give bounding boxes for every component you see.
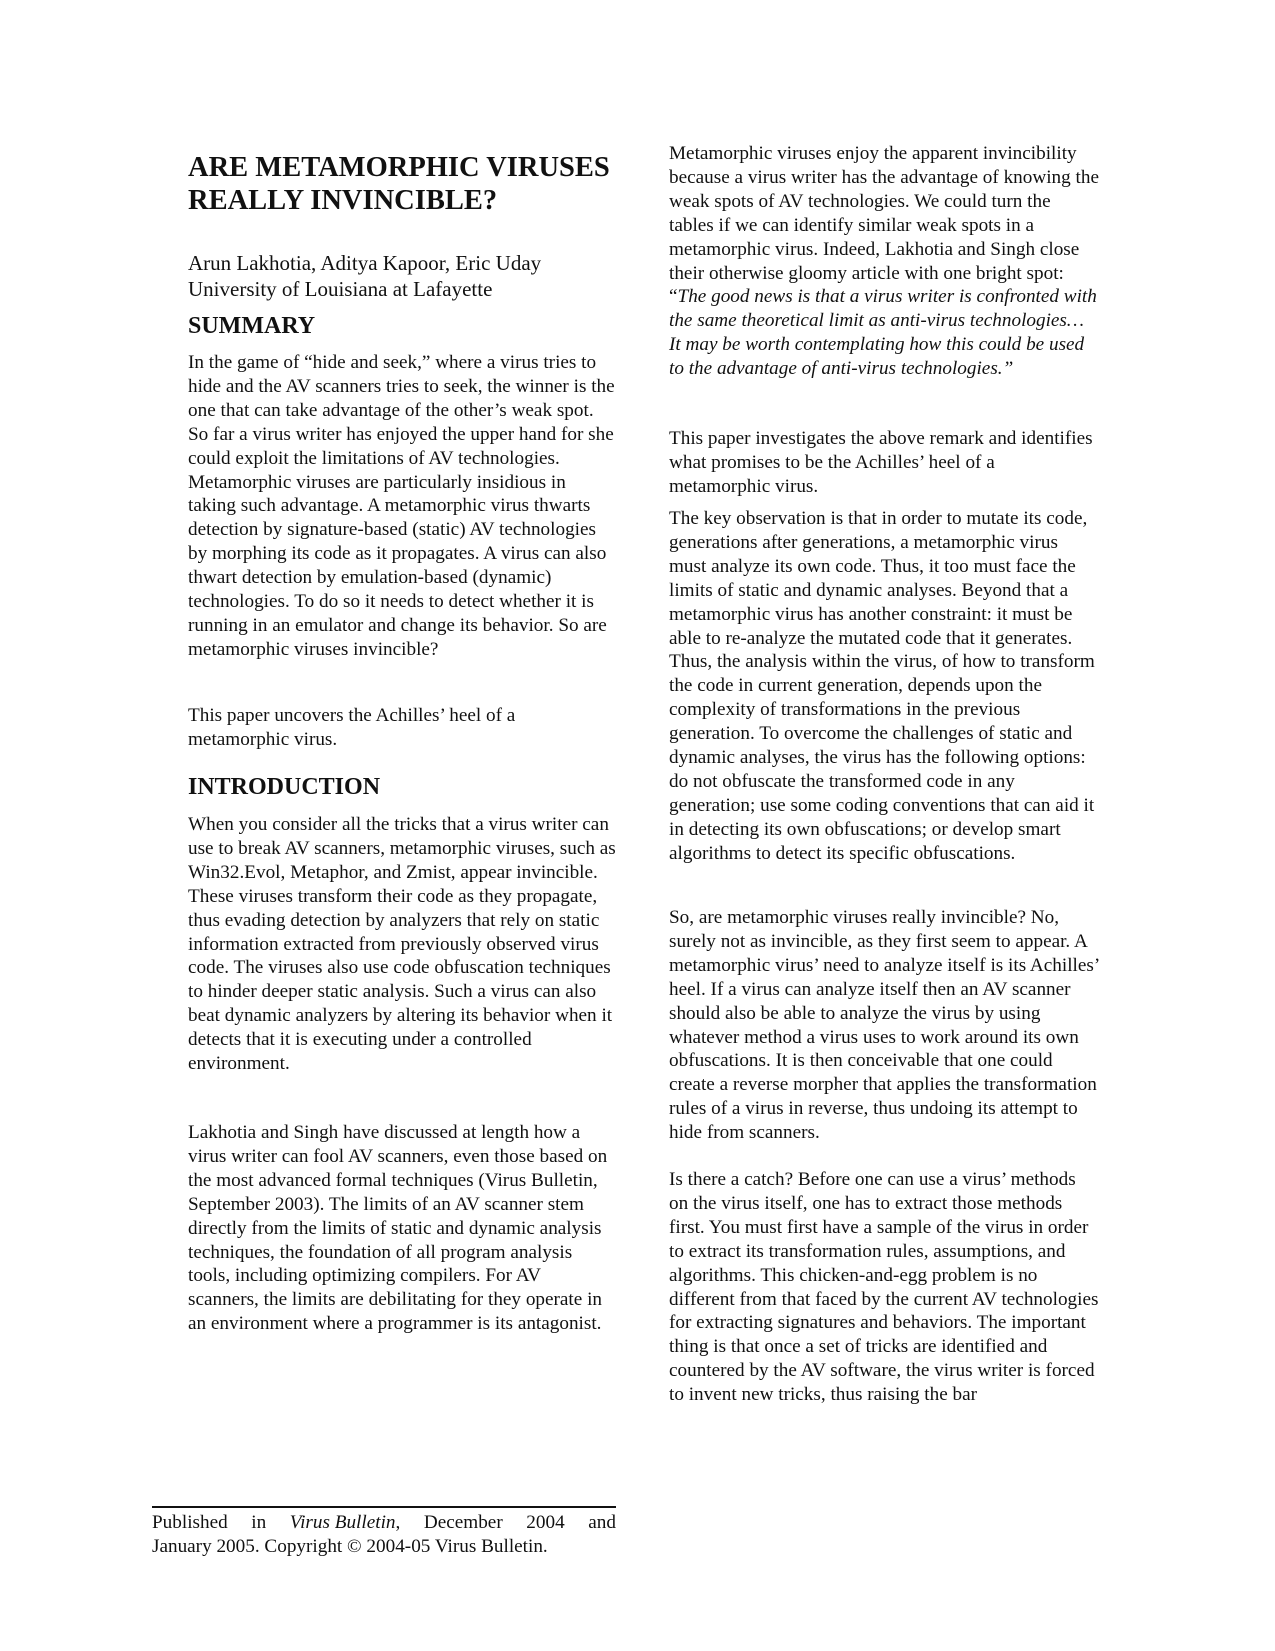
right-paragraph-1-text: Metamorphic viruses enjoy the apparent invincibility because a virus writer has the advantage of knowing the weak spots of AV technologies. We could turn the tables if we can identify similar weak spots in a metamorphic virus. Indeed, Lakhotia and Singh close their otherwise gloomy article with one bright spot: “ <box>669 143 1099 308</box>
footnote-word: Published <box>152 1512 228 1533</box>
section-heading-introduction: INTRODUCTION <box>188 774 381 800</box>
section-heading-summary: SUMMARY <box>188 313 316 339</box>
footnote-line-1 <box>152 1511 616 1535</box>
introduction-paragraph-2: Lakhotia and Singh have discussed at length how a virus writer can fool AV scanners, even those based on the most advanced formal techniques (Virus Bulletin, September 2003). The limits of an AV scanner stem directly from the limits of static and dynamic analysis techniques, the foundation of all program analysis tools, including optimizing compilers. For AV scanners, the limits are debilitating for they operate in an environment where a programmer is its antagonist. <box>188 1122 608 1335</box>
quoted-remark: The good news is that a virus writer is confronted with the same theoretical limit as anti-virus technologies… It may be worth contemplating how this could be used to the advantage of anti-virus technologies.” <box>669 286 1097 380</box>
footnote-comma: , <box>395 1512 401 1533</box>
author-block <box>188 250 618 302</box>
right-paragraph-1 <box>669 142 1099 381</box>
affiliation: University of Louisiana at Lafayette <box>188 277 493 301</box>
footnote-rule <box>152 1506 616 1508</box>
summary-paragraph-1: In the game of “hide and seek,” where a virus tries to hide and the AV scanners tries to seek, the winner is the one that can take advantage of the other’s weak spot. So far a virus writer has enjoyed the upper hand for she could exploit the limitations of AV technologies. Metamorphic viruses are particularly insidious in taking such advantage. A metamorphic virus thwarts detection by signature-based (static) AV technologies by morphing its code as it propagates. A virus can also thwart detection by emulation-based (dynamic) technologies. To do so it needs to detect whether it is running in an emulator and change its behavior. So are metamorphic viruses invincible? <box>188 352 615 660</box>
publication-footnote <box>152 1511 616 1559</box>
right-paragraph-4: So, are metamorphic viruses really invincible? No, surely not as invincible, as they first seem to appear. A metamorphic virus’ need to analyze itself is its Achilles’ heel. If a virus can analyze itself then an AV scanner should also be able to analyze the virus by using whatever method a virus uses to work around its own obfuscations. It is then conceivable that one could create a reverse morpher that applies the transformation rules of a virus in reverse, thus undoing its attempt to hide from scanners. <box>669 907 1099 1144</box>
introduction-paragraph-1: When you consider all the tricks that a virus writer can use to break AV scanners, metamorphic viruses, such as Win32.Evol, Metaphor, and Zmist, appear invincible. These viruses transform their code as they propagate, thus evading detection by analyzers that rely on static information extracted from previously observed virus code. The viruses also use code obfuscation techniques to hinder deeper static analysis. Such a virus can also beat dynamic analyzers by altering its behavior when it detects that it is executing under a controlled environment. <box>188 814 616 1075</box>
authors: Arun Lakhotia, Aditya Kapoor, Eric Uday <box>188 251 542 275</box>
paper-title: ARE METAMORPHIC VIRUSES REALLY INVINCIBLE? <box>188 152 610 216</box>
right-paragraph-3: The key observation is that in order to mutate its code, generations after generations, a metamorphic virus must analyze its own code. Thus, it too must face the limits of static and dynamic analyses. Beyond that a metamorphic virus has another constraint: it must be able to re-analyze the mutated code that it generates. Thus, the analysis within the virus, of how to transform the code in current generation, depends upon the complexity of transformations in the previous generation. To overcome the challenges of static and dynamic analyses, the virus has the following options: do not obfuscate the transformed code in any generation; use some coding conventions that can aid it in detecting its own obfuscations; or develop smart algorithms to detect its specific obfuscations. <box>669 508 1095 864</box>
right-paragraph-5: Is there a catch? Before one can use a virus’ methods on the virus itself, one has to extract those methods first. You must first have a sample of the virus in order to extract its transformation rules, assumptions, and algorithms. This chicken-and-egg problem is no different from that faced by the current AV technologies for extracting signatures and behaviors. The important thing is that once a set of tricks are identified and countered by the AV software, the virus writer is forced to invent new tricks, thus raising the bar <box>669 1169 1099 1406</box>
footnote-word: 2004 <box>526 1512 565 1533</box>
footnote-word: and <box>588 1512 616 1533</box>
summary-paragraph-2: This paper uncovers the Achilles’ heel of a metamorphic virus. <box>188 705 516 750</box>
footnote-word: December <box>423 1512 503 1533</box>
right-paragraph-2: This paper investigates the above remark and identifies what promises to be the Achilles’ heel of a metamorphic virus. <box>669 428 1093 497</box>
journal-name: Virus Bulletin <box>289 1512 396 1533</box>
footnote-word: in <box>251 1512 267 1533</box>
footnote-journal <box>290 1511 401 1535</box>
footnote-line-2: January 2005. Copyright © 2004-05 Virus Bulletin. <box>152 1536 548 1557</box>
